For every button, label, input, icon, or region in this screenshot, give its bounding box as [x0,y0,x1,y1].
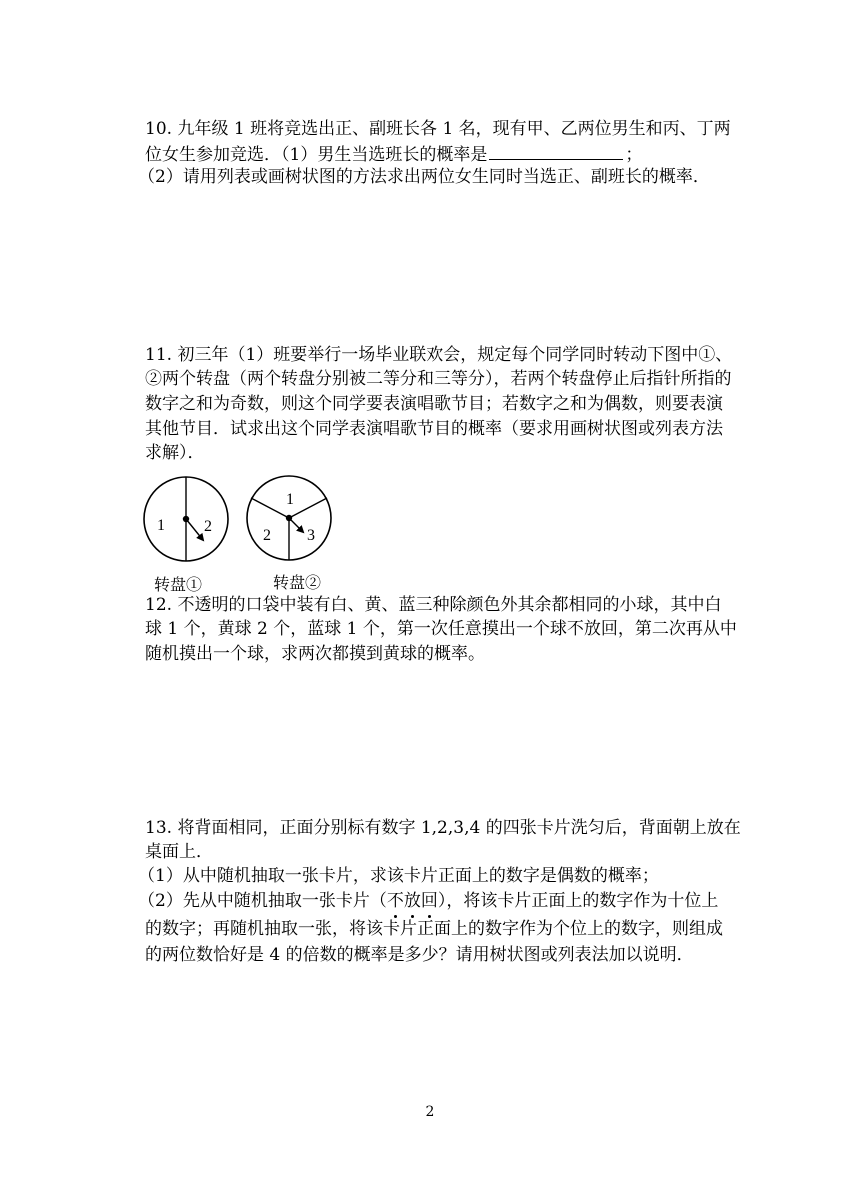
q13-line-6: 的两位数恰好是 4 的倍数的概率是多少？请用树状图或列表法加以说明． [145,945,694,965]
page-number: 2 [425,1104,435,1120]
q13-line-4 [138,890,718,912]
spinner-2-divider-right [289,498,327,518]
q12-line-2: 球 1 个，黄球 2 个，蓝球 1 个，第一次任意摸出一个球不放回，第二次再从中 [145,619,737,639]
emphasis-char-1: 不 [386,891,404,911]
emphasis-char-3: 回 [420,891,438,911]
q10-line-3: （2）请用列表或画树状图的方法求出两位女生同时当选正、副班长的概率． [138,167,710,187]
spinner-2-number-1: 1 [286,491,294,508]
q11-line-4: 其他节目．试求出这个同学表演唱歌节目的概率（要求用画树状图或列表方法 [145,419,723,439]
spinner-1 [144,477,228,561]
q10-line-2 [145,142,725,166]
emphasis-not-replaced [387,891,438,911]
q13-line-4-suffix: ），将该卡片正面上的数字作为十位上 [437,891,719,911]
spinner-2 [247,476,331,560]
q10-line-1: 10. 九年级 1 班将竞选出正、副班长各 1 名，现有甲、乙两位男生和丙、丁两 [145,119,731,139]
spinner-2-divider-left [251,498,289,518]
q10-line-2-prefix: 位女生参加竞选．（1）男生当选班长的概率是 [145,145,488,165]
q11-line-3: 数字之和为奇数，则这个同学要表演唱歌节目；若数字之和为偶数，则要表演 [145,394,723,414]
spinner-1-label: 转盘① [154,575,203,594]
spinner-1-pointer [186,519,203,540]
q13-line-2: 桌面上． [145,842,213,862]
q11-line-1: 11. 初三年（1）班要举行一场毕业联欢会，规定每个同学同时转动下图中①、 [145,345,733,365]
q12-line-1: 12. 不透明的口袋中装有白、黄、蓝三种除颜色外其余都相同的小球，其中白 [145,595,722,615]
q11-line-5: 求解）． [145,443,205,463]
q13-line-4-prefix: （2）先从中随机抽取一张卡片（ [138,891,387,911]
emphasis-char-2: 放 [403,891,421,911]
q12-line-3: 随机摸出一个球，求两次都摸到黄球的概率。 [145,644,485,664]
q11-line-2: ②两个转盘（两个转盘分别被二等分和三等分），若两个转盘停止后指针所指的 [145,369,732,389]
q13-line-5: 的数字；再随机抽取一张，将该卡片正面上的数字作为个位上的数字，则组成 [145,919,723,939]
q10-line-2-suffix: ； [625,145,643,165]
spinner-2-label: 转盘② [273,573,322,592]
spinner-2-pointer [289,518,303,532]
spinner-1-number-1: 1 [157,517,165,534]
answer-blank[interactable] [489,142,623,160]
spinner-2-number-3: 3 [307,527,315,544]
spinner-2-number-2: 2 [263,527,271,544]
q13-line-1: 13. 将背面相同，正面分别标有数字 1,2,3,4 的四张卡片洗匀后，背面朝上放在 [145,818,741,838]
q13-line-3: （1）从中随机抽取一张卡片，求该卡片正面上的数字是偶数的概率； [138,866,659,886]
spinner-1-number-2: 2 [204,518,212,535]
